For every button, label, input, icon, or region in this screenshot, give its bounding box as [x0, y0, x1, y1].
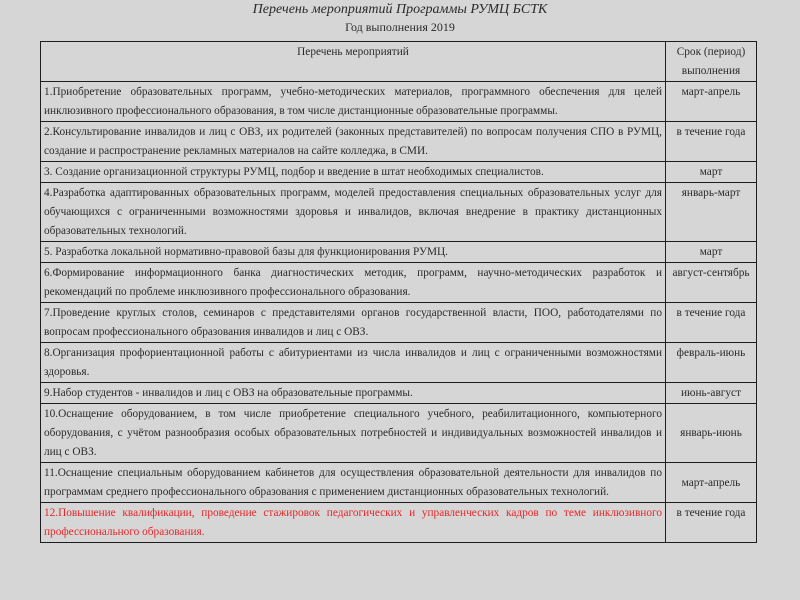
- activity-cell: 7.Проведение круглых столов, семинаров с представителями органов государственной власти, ПОО, работодателями по вопросам профессионального образования инвалидов и лиц с ОВЗ.: [41, 303, 666, 343]
- table-row: [41, 263, 757, 303]
- term-cell: в течение года: [666, 503, 757, 543]
- activity-cell: 5. Разработка локальной нормативно-правовой базы для функционирования РУМЦ.: [41, 242, 666, 263]
- table-row: [41, 122, 757, 162]
- term-cell: январь-март: [666, 183, 757, 242]
- activity-cell: 12.Повышение квалификации, проведение стажировок педагогических и управленческих кадров по теме инклюзивного профессионального образования.: [41, 503, 666, 543]
- term-cell: в течение года: [666, 303, 757, 343]
- term-cell: март: [666, 242, 757, 263]
- table-row: [41, 162, 757, 183]
- activity-cell: 6.Формирование информационного банка диагностических методик, программ, научно-методических разработок и рекомендаций по проблеме инклюзивного профессионального образования.: [41, 263, 666, 303]
- table-row: [41, 82, 757, 122]
- activities-table: [40, 41, 757, 543]
- term-cell: в течение года: [666, 122, 757, 162]
- table-row: [41, 303, 757, 343]
- activity-cell: 1.Приобретение образовательных программ, учебно-методических материалов, программного обеспечения для целей инклюзивного профессионального образования, в том числе дистанционные образовательные программы.: [41, 82, 666, 122]
- term-cell: февраль-июнь: [666, 343, 757, 383]
- term-cell: август-сентябрь: [666, 263, 757, 303]
- table-row: [41, 463, 757, 503]
- column-header-activities: Перечень мероприятий: [41, 42, 666, 82]
- document-subtitle: Год выполнения 2019: [345, 20, 455, 34]
- table-header-row: [41, 42, 757, 82]
- activity-cell: 8.Организация профориентационной работы с абитуриентами из числа инвалидов и лиц с ограниченными возможностями здоровья.: [41, 343, 666, 383]
- table-row: [41, 343, 757, 383]
- activity-cell: 2.Консультирование инвалидов и лиц с ОВЗ, их родителей (законных представителей) по вопросам получения СПО в РУМЦ, создание и распространение рекламных материалов на сайте колледжа, в СМИ.: [41, 122, 666, 162]
- table-row: [41, 183, 757, 242]
- term-cell: март-апрель: [666, 463, 757, 503]
- table-row: [41, 383, 757, 404]
- table-row-highlighted: [41, 503, 757, 543]
- activity-cell: 9.Набор студентов - инвалидов и лиц с ОВЗ на образовательные программы.: [41, 383, 666, 404]
- term-cell: март: [666, 162, 757, 183]
- column-header-term: Срок (период) выполнения: [666, 42, 757, 82]
- table-row: [41, 404, 757, 463]
- activity-cell: 11.Оснащение специальным оборудованием кабинетов для осуществления образовательной деятельности для инвалидов по программам среднего профессионального образования с применением дистанционных образовательных технологий.: [41, 463, 666, 503]
- activity-cell: 4.Разработка адаптированных образовательных программ, моделей предоставления специальных образовательных услуг для обучающихся с ограниченными возможностями здоровья и инвалидов, включая внедрение в практику дистанционных образовательных технологий.: [41, 183, 666, 242]
- activity-cell: 10.Оснащение оборудованием, в том числе приобретение специального учебного, реабилитационного, компьютерного оборудования, с учётом разнообразия особых образовательных потребностей и индивидуальных возможностей инвалидов и лиц с ОВЗ.: [41, 404, 666, 463]
- activity-cell: 3. Создание организационной структуры РУМЦ, подбор и введение в штат необходимых специалистов.: [41, 162, 666, 183]
- table-row: [41, 242, 757, 263]
- term-cell: июнь-август: [666, 383, 757, 404]
- term-cell: март-апрель: [666, 82, 757, 122]
- document-title: Перечень мероприятий Программы РУМЦ БСТК: [252, 2, 548, 17]
- term-cell: январь-июнь: [666, 404, 757, 463]
